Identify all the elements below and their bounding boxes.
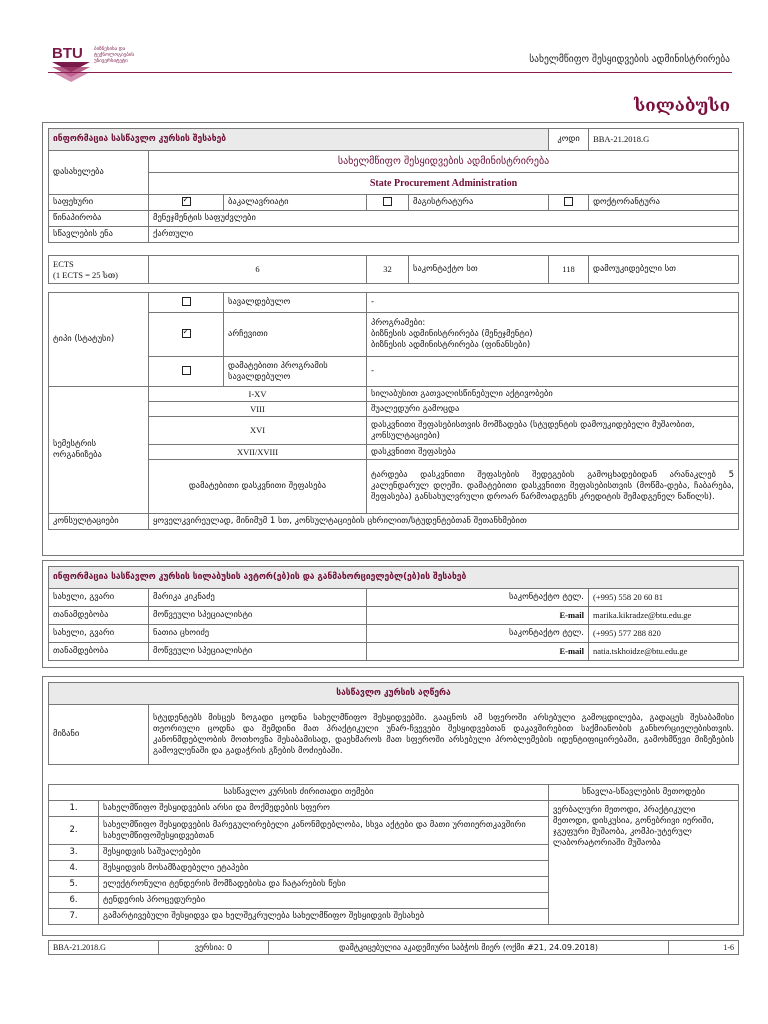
author-email-link[interactable]: marika.kikradze@btu.edu.ge — [589, 607, 739, 625]
consult-value: ყოველკვირეულად, მინიმუმ 1 სთ, კონსულტაციების ცხრილით/სტუდენტებთან შეთანხმებით — [149, 514, 739, 530]
author-position: მოწვეული სპეციალისტი — [149, 643, 367, 661]
topic-title: ელექტრონული ტენდერის მომზადებისა და ჩატარების წესი — [99, 877, 549, 893]
prereq-label: წინაპირობა — [49, 211, 149, 227]
level-bachelor-label: ბაკალავრიატი — [224, 195, 367, 211]
topic-title: შესყიდვის მოსამზადებელი ეტაპები — [99, 861, 549, 877]
topic-number: 4. — [49, 861, 99, 877]
consult-label: კონსულტაციები — [49, 514, 149, 530]
methods-header: სწავლა-სწავლების მეთოდები — [549, 785, 739, 801]
level-bachelor-checkbox[interactable] — [149, 195, 224, 211]
checkbox-empty-icon — [182, 366, 191, 375]
semester-weeks: I-XV — [149, 387, 367, 402]
topic-number: 3. — [49, 845, 99, 861]
topic-title: შესყიდვის საშუალებები — [99, 845, 549, 861]
author-position: მოწვეული სპეციალისტი — [149, 607, 367, 625]
ects-detail-table — [48, 255, 739, 284]
authors-table — [48, 566, 739, 661]
semester-weeks: XVI — [149, 417, 367, 445]
checkbox-checked-icon — [182, 329, 191, 338]
footer-version: ვერსია: 0 — [159, 941, 269, 955]
methods-text: ვერბალური მეთოდი, პრაქტიკული მეთოდი, დისკუსია, გონებრივი იერიში, ჯგუფური მუშაობა, კომპი-უტერულ ლაბორატორიაში მუშაობა — [549, 801, 739, 925]
type-mandatory-label: სავალდებულო — [224, 293, 367, 313]
author-email-link[interactable]: natia.tskhoidze@btu.edu.ge — [589, 643, 739, 661]
ects-label-cell: ECTS (1 ECTS = 25 სთ) — [49, 256, 149, 284]
header-program-title: სახელმწიფო შესყიდვების ადმინისტრირება — [529, 54, 730, 65]
author-field-label: თანამდებობა — [49, 643, 149, 661]
independent-hours-value: 118 — [549, 256, 589, 284]
semester-desc: დასკვნითი შეფასება — [367, 445, 739, 460]
type-mandatory-checkbox[interactable] — [149, 293, 224, 313]
author-field-label: სახელი, გვარი — [49, 625, 149, 643]
author-field-label: სახელი, გვარი — [49, 589, 149, 607]
level-doctoral-checkbox[interactable] — [549, 195, 589, 211]
topics-table — [48, 784, 739, 925]
checkbox-checked-icon — [182, 197, 191, 206]
logo-text: BTU — [52, 45, 83, 62]
footer-approval: დამტკიცებულია აკადემიური საბჭოს მიერ (ოქმი #21, 24.09.2018) — [269, 941, 669, 955]
language-label: სწავლების ენა — [49, 227, 149, 243]
author-contact-label: საკონტაქტო ტელ. — [367, 625, 589, 643]
topic-title: სახელმწიფო შესყიდვების მარეგულირებელი კანონმდებლობა, სხვა აქტები და მათი ურთიერთკავშირი სახელმწიფოშესყიდვებთან — [99, 817, 549, 845]
level-master-label: მაგისტრატურა — [409, 195, 549, 211]
topic-number: 1. — [49, 801, 99, 817]
page-footer — [48, 940, 739, 955]
contact-hours-label: საკონტაქტო სთ — [409, 256, 549, 284]
semester-desc: ტარდება დასკვნითი შეფასების შედეგების გამოცხადებიდან არანაკლებ 5 კალენდარულ დღეში. დამატებითი დასკვნითი შეფასებისთვის (მოწმა-დება, ჩაბარება, შეფასება) განსახულვრული დროარ წარმოადგენს კრედიტის შემადგენელ ნაწილს). — [367, 460, 739, 514]
description-title: სასწავლო კურსის აღწერა — [49, 683, 739, 705]
level-doctoral-label: დოქტორანტურა — [589, 195, 739, 211]
course-info-title: ინფორმაცია სასწავლო კურსის შესახებ — [49, 129, 549, 151]
type-label: ტიპი (სტატუსი) — [49, 293, 149, 387]
author-contact-label: საკონტაქტო ტელ. — [367, 589, 589, 607]
semester-weeks: XVII/XVIII — [149, 445, 367, 460]
code-label: კოდი — [549, 129, 589, 151]
semester-desc: შუალედური გამოცდა — [367, 402, 739, 417]
type-additional-checkbox[interactable] — [149, 357, 224, 387]
author-phone: (+995) 577 288 820 — [589, 625, 739, 643]
checkbox-empty-icon — [383, 197, 392, 206]
semester-weeks: VIII — [149, 402, 367, 417]
course-info-table — [48, 128, 739, 243]
level-master-checkbox[interactable] — [367, 195, 409, 211]
topics-header: სასწავლო კურსის ძირითადი თემები — [49, 785, 549, 801]
code-value: BBA-21.2018.G — [589, 129, 739, 151]
checkbox-empty-icon — [564, 197, 573, 206]
type-mandatory-note: - — [367, 293, 739, 313]
type-elective-checkbox[interactable] — [149, 313, 224, 357]
type-elective-label: არჩევითი — [224, 313, 367, 357]
author-field-label: თანამდებობა — [49, 607, 149, 625]
topic-title: ტენდერის პროცედურები — [99, 893, 549, 909]
semester-weeks: დამატებითი დასკვნითი შეფასება — [149, 460, 367, 514]
independent-hours-label: დამოუკიდებელი სთ — [589, 256, 739, 284]
level-label: საფეხური — [49, 195, 149, 211]
course-info-header-row — [49, 129, 739, 151]
type-semester-table — [48, 292, 739, 530]
authors-title: ინფორმაცია სასწავლო კურსის სილაბუსის ავტორ(ებ)ის და განმახორციელებლ(ებ)ის შესახებ — [49, 567, 739, 589]
topic-number: 5. — [49, 877, 99, 893]
goal-label: მიზანი — [49, 705, 149, 765]
type-additional-label: დამატებითი პროგრამის სავალდებულო — [224, 357, 367, 387]
semester-label: სემესტრის ორგანიზება — [49, 387, 149, 514]
type-elective-programs: პროგრამები: ბიზნესის ადმინისტრირება (მენეჯმენტი) ბიზნესის ადმინისტრირება (ფინანსები) — [367, 313, 739, 357]
topic-number: 2. — [49, 817, 99, 845]
author-name: მარიკა კიკნაძე — [149, 589, 367, 607]
contact-hours-value: 32 — [367, 256, 409, 284]
name-label: დასახელება — [49, 151, 149, 195]
prereq-value: მენეჯმენტის საფუძვლები — [149, 211, 739, 227]
goal-text: სტუდენტებს მისცეს ზოგადი ცოდნა სახელმწიფო შესყიდვებში. გააცნოს ამ სფეროში არსებული გამოცდილება, გადაცეს შესაბამისი თეორიული ცოდნა და შემდინი მათ პრაქტიკული უნარ-ჩვევები შესყიდვებთან დაკავშირებით საქმიანობის განხორციელებისთვის. კანონმდებლობის მოთხოვნა შესაბამისად, დაეხმაროს მათ სფეროში არსებული პრობლემების იდენტიფიცირებაში, გამოხმწევი მიზეზების გამოვლენაში და გადაჭრის გზების მოძიებაში. — [149, 705, 739, 765]
topic-number: 7. — [49, 909, 99, 925]
btu-logo-icon — [50, 42, 92, 82]
logo-subtext: ბიზნესისა და ტექნოლოგიების უნივერსიტეტი — [94, 46, 134, 64]
ects-credits: 6 — [149, 256, 367, 284]
language-value: ქართული — [149, 227, 739, 243]
course-name-ka: სახელმწიფო შესყიდვების ადმინისტრირება — [149, 151, 739, 173]
topic-title: სახელმწიფო შესყიდვების არსი და მოქმედების სფერო — [99, 801, 549, 817]
semester-desc: დასკვნითი შეფასებისთვის მომზადება (სტუდენტის დამოუკიდებელი მუშაობით, კონსულტაციები) — [367, 417, 739, 445]
semester-desc: სილაბუსით გათვალისწინებული აქტივობები — [367, 387, 739, 402]
footer-code: BBA-21.2018.G — [49, 941, 159, 955]
topic-title: გამარტივებული შესყიდვა და ხელშეკრულება სახელმწიფო შესყიდვის შესახებ — [99, 909, 549, 925]
type-additional-note: - — [367, 357, 739, 387]
author-phone: (+995) 558 20 60 81 — [589, 589, 739, 607]
footer-page-number: 1-6 — [669, 941, 739, 955]
description-table — [48, 682, 739, 765]
author-name: ნათია ცხოიძე — [149, 625, 367, 643]
course-name-en: State Procurement Administration — [149, 173, 739, 195]
header-divider — [48, 72, 732, 73]
page-title: სილაბუსი — [633, 96, 730, 116]
author-email-label: E-mail — [367, 607, 589, 625]
university-logo — [50, 42, 150, 82]
checkbox-empty-icon — [182, 297, 191, 306]
author-email-label: E-mail — [367, 643, 589, 661]
level-row — [49, 195, 739, 211]
topic-number: 6. — [49, 893, 99, 909]
